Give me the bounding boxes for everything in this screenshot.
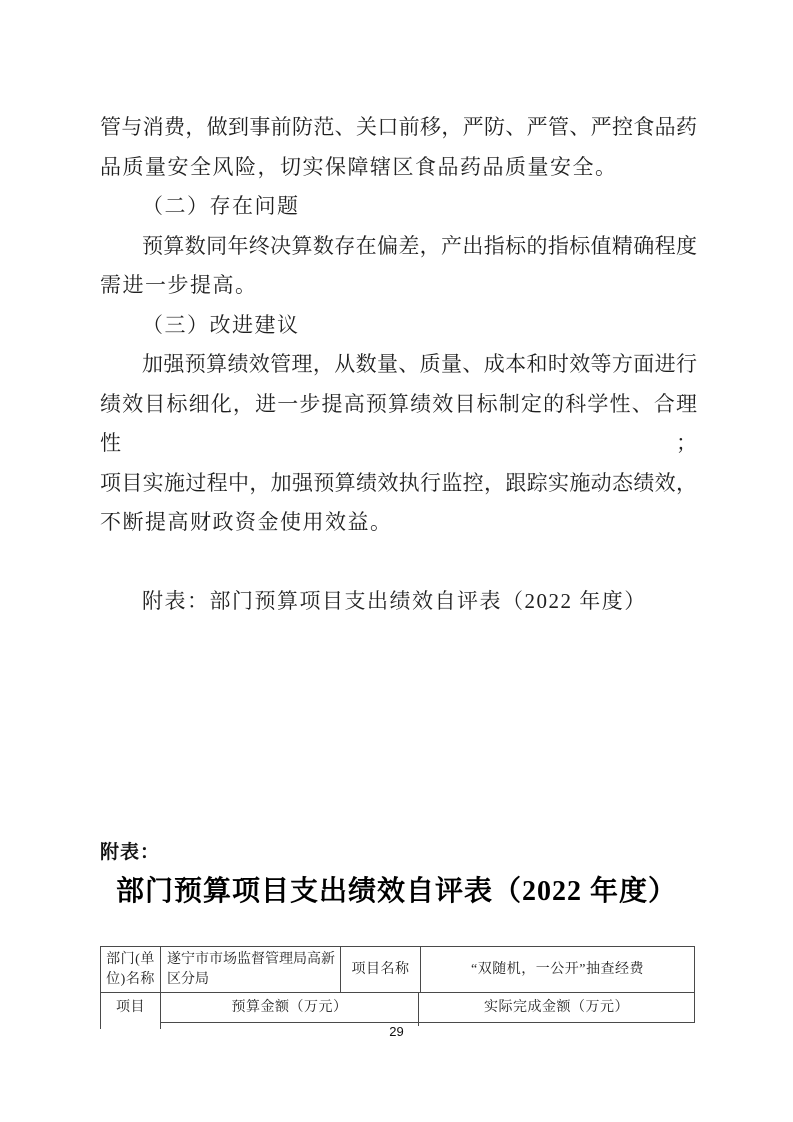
table-cell-department-value: 遂宁市市场监督管理局高新区分局 — [161, 947, 341, 993]
body-line-7: 加强预算绩效管理，从数量、质量、成本和时效等方面进行 — [142, 352, 697, 376]
table-cell-department-label: 部门(单位)名称 — [101, 947, 161, 993]
table-cell-project-name-label: 项目名称 — [341, 947, 421, 993]
section-heading-3: （三）改进建议 — [142, 312, 300, 337]
table-row-header-info — [101, 947, 694, 993]
table-cell-project-label: 项目 — [101, 993, 161, 1023]
table-cell-project-name-value: “双随机，一公开”抽查经费 — [421, 947, 694, 993]
table-cell-budget-amount-header: 预算金额（万元） — [161, 993, 419, 1023]
body-text — [100, 108, 697, 622]
table-row-amount-headers — [101, 993, 694, 1023]
body-line-2: 品质量安全风险，切实保障辖区食品药品质量安全。 — [100, 154, 618, 179]
budget-table — [100, 946, 695, 1023]
body-line-4: 预算数同年终决算数存在偏差，产出指标的指标值精确程度 — [142, 233, 697, 258]
page-number: 29 — [389, 1024, 404, 1039]
attachment-note: 附表：部门预算项目支出绩效自评表（2022 年度） — [142, 589, 647, 613]
body-line-5: 需进一步提高。 — [100, 273, 258, 297]
body-line-1: 管与消费，做到事前防范、关口前移，严防、严管、严控食品药 — [100, 115, 697, 139]
table-cell-actual-amount-header: 实际完成金额（万元） — [419, 993, 694, 1023]
body-line-9: 项目实施过程中，加强预算绩效执行监控，跟踪实施动态绩效， — [100, 470, 697, 495]
section-heading-2: （二）存在问题 — [142, 194, 300, 218]
body-line-10: 不断提高财政资金使用效益。 — [100, 510, 393, 534]
body-line-8: 绩效目标细化，进一步提高预算绩效目标制定的科学性、合理性； — [100, 391, 697, 455]
appendix-title: 部门预算项目支出绩效自评表（2022 年度） — [115, 876, 677, 907]
appendix-label: 附表： — [100, 842, 161, 863]
